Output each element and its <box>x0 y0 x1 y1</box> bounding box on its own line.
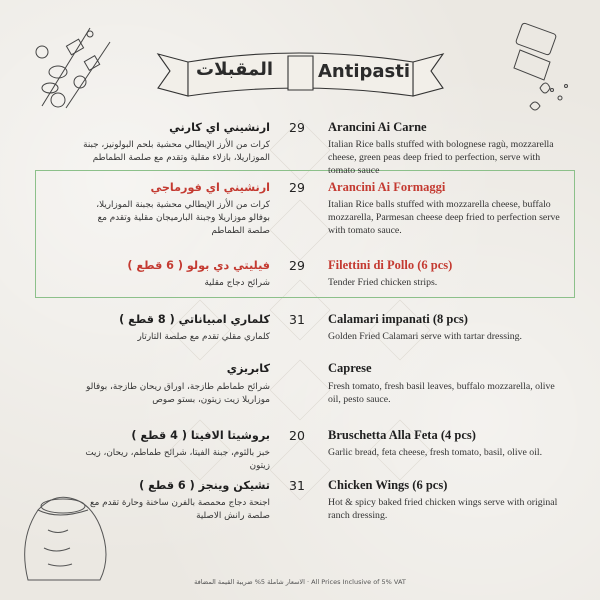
skewer-illustration-icon <box>28 22 118 112</box>
item-price: 31 <box>289 312 305 327</box>
item-desc-ar: خبز بالثوم، جبنة الفيتا، شرائح طماطم، ريحان، زيت زيتون <box>85 448 270 471</box>
item-desc-ar: كلماري مقلي تقدم مع صلصة التارتار <box>137 332 270 342</box>
item-name-ar: ارنشيني اي كارني <box>169 121 270 134</box>
item-desc-en: Garlic bread, feta cheese, fresh tomato, basil, olive oil. <box>328 447 543 458</box>
item-name-ar: كابريزي <box>226 362 270 375</box>
item-desc-ar: كرات من الأرز الإيطالي محشية بلحم البولونيز، جبنة الموزاريلا، بازلاء مقلية وتقدم مع صلصة الطماطم <box>83 140 270 163</box>
item-name-en: Chicken Wings (6 pcs) <box>328 478 448 492</box>
item-desc-ar: اجنحة دجاج محمصة بالفرن ساخنة وحارة تقدم مع صلصة رانش الاصلية <box>89 498 270 521</box>
item-desc-en: Hot & spicy baked fried chicken wings serve with original ranch dressing. <box>328 497 558 521</box>
item-desc-ar: كرات من الأرز الإيطالي محشية بجبنة الموزاريلا، بوفالو موزاريلا وجبنة البارميجان مقلية وتقدم مع صلصة الطماطم <box>96 200 270 236</box>
spice-shaker-icon <box>500 18 580 118</box>
item-name-en: Calamari impanati (8 pcs) <box>328 312 468 326</box>
item-price: 31 <box>289 478 305 493</box>
item-desc-en: Tender Fried chicken strips. <box>328 277 438 288</box>
item-name-ar: فيليتي دي بولو ( 6 قطع ) <box>127 259 270 272</box>
item-name-ar: كلماري امبياناتي ( 8 قطع ) <box>119 313 270 326</box>
item-name-ar: ارنشيني اي فورماجي <box>150 181 270 194</box>
item-name-en: Caprese <box>328 361 372 375</box>
vat-footnote: الاسعار شاملة 5% ضريبة القيمة المضافة · All Prices Inclusive of 5% VAT <box>194 578 406 586</box>
item-price: 20 <box>289 428 305 443</box>
item-desc-en: Golden Fried Calamari serve with tartar dressing. <box>328 331 522 342</box>
item-price: 29 <box>289 180 305 195</box>
section-title-ar: المقبلات <box>196 59 274 80</box>
item-desc-en: Fresh tomato, fresh basil leaves, buffalo mozzarella, olive oil, pesto sauce. <box>328 381 555 405</box>
item-desc-ar: شرائح دجاج مقلية <box>204 278 270 288</box>
item-name-en: Bruschetta Alla Feta (4 pcs) <box>328 428 476 442</box>
item-price: 29 <box>289 258 305 273</box>
item-price: 29 <box>289 120 305 135</box>
item-desc-ar: شرائح طماطم طازجة، اوراق ريحان طازجة، بوفالو موزاريلا زيت زيتون، بستو صوص <box>86 382 270 405</box>
item-name-ar: بروشيتا الافيتا ( 4 قطع ) <box>131 429 270 442</box>
item-name-en: Filettini di Pollo (6 pcs) <box>328 258 453 272</box>
item-name-ar: تشيكن وينجز ( 6 قطع ) <box>139 479 270 492</box>
section-title-en: Antipasti <box>318 61 411 82</box>
item-desc-en: Italian Rice balls stuffed with bolognese ragù, mozzarella cheese, green peas deep fried to perfection, serve with tomato sauce <box>328 139 554 176</box>
item-name-en: Arancini Ai Formaggi <box>328 180 446 194</box>
item-name-en: Arancini Ai Carne <box>328 120 427 134</box>
flour-sack-icon <box>8 470 118 590</box>
item-desc-en: Italian Rice balls stuffed with mozzarella cheese, buffalo mozzarella, Parmesan cheese deep fried to perfection serve with tomato sauce. <box>328 199 560 236</box>
